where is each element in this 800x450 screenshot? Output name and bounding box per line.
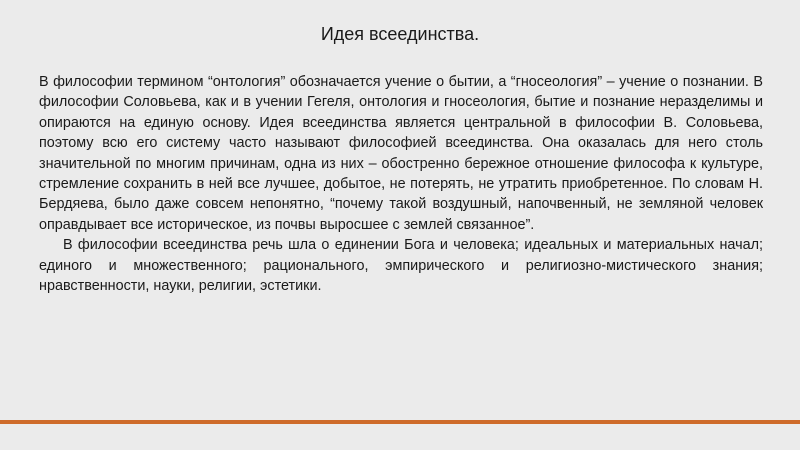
slide-body: [39, 72, 763, 296]
paragraph-1: В философии термином “онтология” обозначается учение о бытии, а “гносеология” – учение о познании. В философии Соловьева, как и в учении Гегеля, онтология и гносеология, бытие и познание неразделимы и опираются на единую основу. Идея всеединства является центральной в философии В. Соловьева, поэтому всю его систему часто называют философией всеединства. Она оказалась для него столь значительной по многим причинам, одна из них – обостренно бережное отношение философа к культуре, стремление сохранить в ней все лучшее, добытое, не потерять, не утратить приобретенное. По словам Н. Бердяева, было даже совсем непонятно, “почему такой воздушный, напочвенный, не земляной человек оправдывает все историческое, из почвы выросшее с землей связанное”.: [39, 74, 763, 233]
footer-accent-bar: [0, 420, 800, 424]
paragraph-2: В философии всеединства речь шла о единении Бога и человека; идеальных и материальных начал; единого и множественного; рационального, эмпирического и религиозно-мистического знания; нравственности, науки, религии, эстетики.: [39, 237, 763, 295]
slide-title: Идея всеединства.: [320, 24, 480, 44]
